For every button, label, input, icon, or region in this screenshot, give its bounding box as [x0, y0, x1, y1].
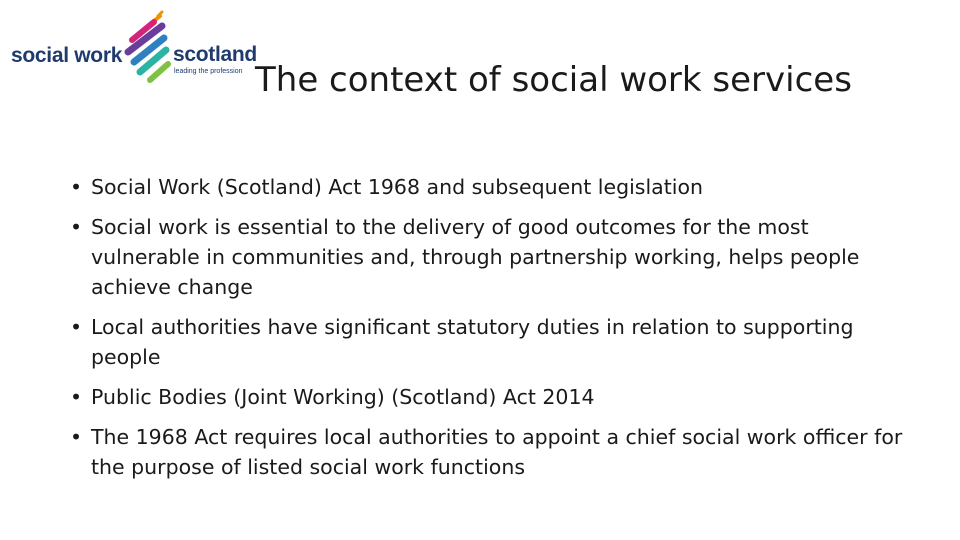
bullet-list: [70, 172, 920, 492]
bullet-dot-icon: •: [70, 175, 83, 199]
logo-text-social-work: social work: [11, 44, 123, 67]
slide-title: The context of social work services: [255, 60, 852, 100]
logo-tagline: leading the profession: [174, 68, 243, 75]
bullet-text: Social work is essential to the delivery of good outcomes for the most vulnerable in communities and, through partnership working, helps people achieve change: [91, 215, 860, 299]
bullet-dot-icon: •: [70, 425, 83, 449]
logo-mark-icon: [118, 10, 176, 88]
bullet-text: Public Bodies (Joint Working) (Scotland) Act 2014: [91, 385, 595, 409]
bullet-item: [70, 172, 920, 202]
bullet-dot-icon: •: [70, 215, 83, 239]
bullet-dot-icon: •: [70, 315, 83, 339]
bullet-item: [70, 312, 920, 372]
bullet-text: The 1968 Act requires local authorities to appoint a chief social work officer for the purpose of listed social work functions: [91, 425, 903, 479]
social-work-scotland-logo: [6, 8, 257, 90]
bullet-text: Local authorities have significant statutory duties in relation to supporting people: [91, 315, 854, 369]
bullet-text: Social Work (Scotland) Act 1968 and subsequent legislation: [91, 175, 703, 199]
bullet-item: [70, 382, 920, 412]
logo-text-scotland: scotland: [173, 43, 257, 66]
bullet-dot-icon: •: [70, 385, 83, 409]
bullet-item: [70, 212, 920, 302]
bullet-item: [70, 422, 920, 482]
